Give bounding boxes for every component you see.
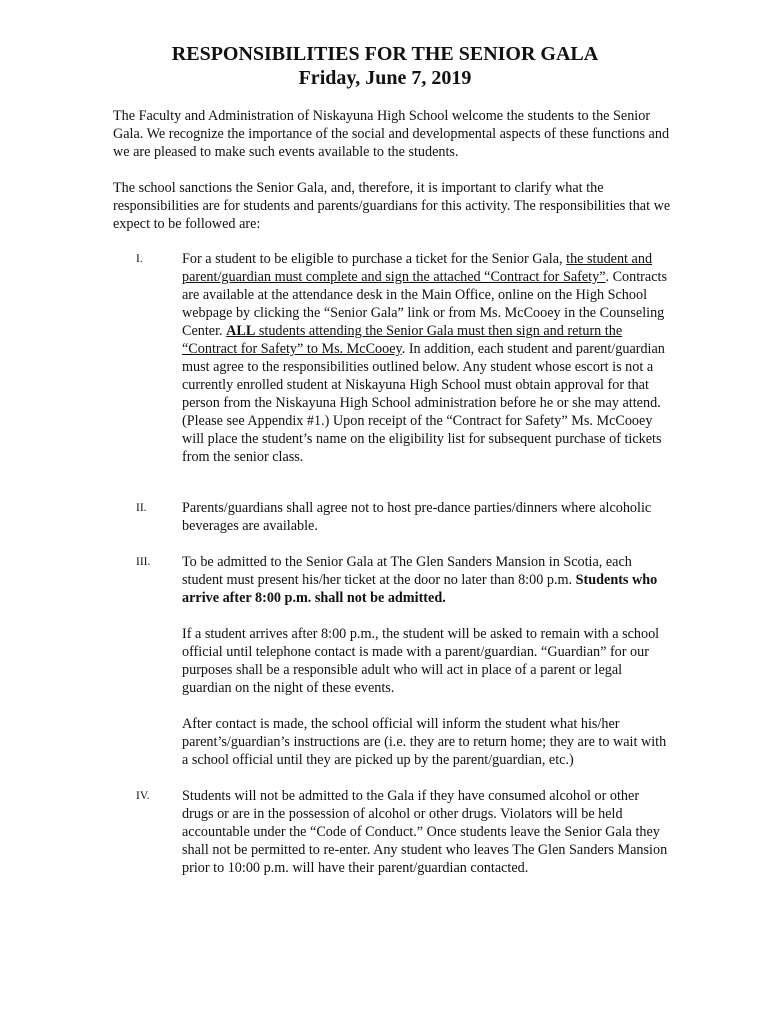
item-body (182, 250, 672, 466)
item-text: Students will not be admitted to the Gala if they have consumed alcohol or other drugs or are in the possession of alcohol or other drugs. Violators will be held accountable under the “Code of Conduct.” Once students leave the Senior Gala they shall not be permitted to re-enter. Any student who leaves The Glen Sanders Mansion prior to 10:00 p.m. will have their parent/guardian contacted. (182, 788, 668, 876)
item-text-segment: . In addition, each student and parent/guardian must agree to the responsibilities outlined below. Any student whose escort is not a currently enrolled student at Niskayuna High School must obtain approval for that person from the Niskayuna High School administration before he or she may attend. (Please see Appendix #1.) Upon receipt of the “Contract for Safety” Ms. McCooey will place the student’s name on the eligibility list for subsequent purchase of tickets from the senior class. (182, 341, 665, 465)
item-body (182, 553, 672, 769)
item-body (182, 499, 672, 535)
item-text (182, 553, 672, 607)
intro-paragraph: The Faculty and Administration of Niskayuna High School welcome the students to the Senior Gala. We recognize the importance of the social and developmental aspects of these functions and we are pleased to make such events available to the students. (113, 108, 670, 160)
item-text-segment: To be admitted to the Senior Gala at The Glen Sanders Mansion in Scotia, each student must present his/her ticket at the door no later than 8:00 p.m. (182, 554, 632, 588)
item-body (182, 787, 672, 877)
sanction-paragraph: The school sanctions the Senior Gala, and, therefore, it is important to clarify what the responsibilities are for students and parents/guardians for this activity. The responsibilities that we expect to be followed are: (113, 180, 671, 232)
item-text-segment: . Contracts are available at the attendance desk in the Main Office, online on the High School webpage by clicking the “Senior Gala” link or from Ms. McCooey in the Counseling Center. (182, 269, 667, 339)
item-text (182, 250, 672, 466)
bold-admission-rule: Students who arrive after 8:00 p.m. shall not be admitted. (182, 572, 658, 606)
page-title: RESPONSIBILITIES FOR THE SENIOR GALA (171, 43, 599, 65)
item-numeral: III. (136, 556, 151, 568)
item-text: Parents/guardians shall agree not to host pre-dance parties/dinners where alcoholic beverages are available. (182, 500, 652, 534)
event-date: Friday, June 7, 2019 (298, 67, 472, 89)
item-subparagraph: After contact is made, the school official will inform the student what his/her parent’s/guardian’s instructions are (i.e. they are to return home; they are to wait with a school official until they are picked up by the parent/guardian, etc.) (182, 716, 667, 768)
emphasis-all: ALL (226, 323, 256, 339)
underlined-requirement: the student and parent/guardian must complete and sign the attached “Contract for Safety” (182, 251, 653, 285)
item-numeral: II. (136, 502, 147, 514)
item-subparagraph: If a student arrives after 8:00 p.m., the student will be asked to remain with a school official until telephone contact is made with a parent/guardian. “Guardian” for our purposes shall be a responsible adult who will act in place of a parent or legal guardian on the night of these events. (182, 626, 660, 696)
item-text-segment: For a student to be eligible to purchase a ticket for the Senior Gala, (182, 251, 567, 267)
underlined-requirement: students attending the Senior Gala must then sign and return the “Contract for Safety” to Ms. McCooey (182, 323, 623, 357)
item-numeral: IV. (136, 790, 150, 802)
item-numeral: I. (136, 253, 143, 265)
